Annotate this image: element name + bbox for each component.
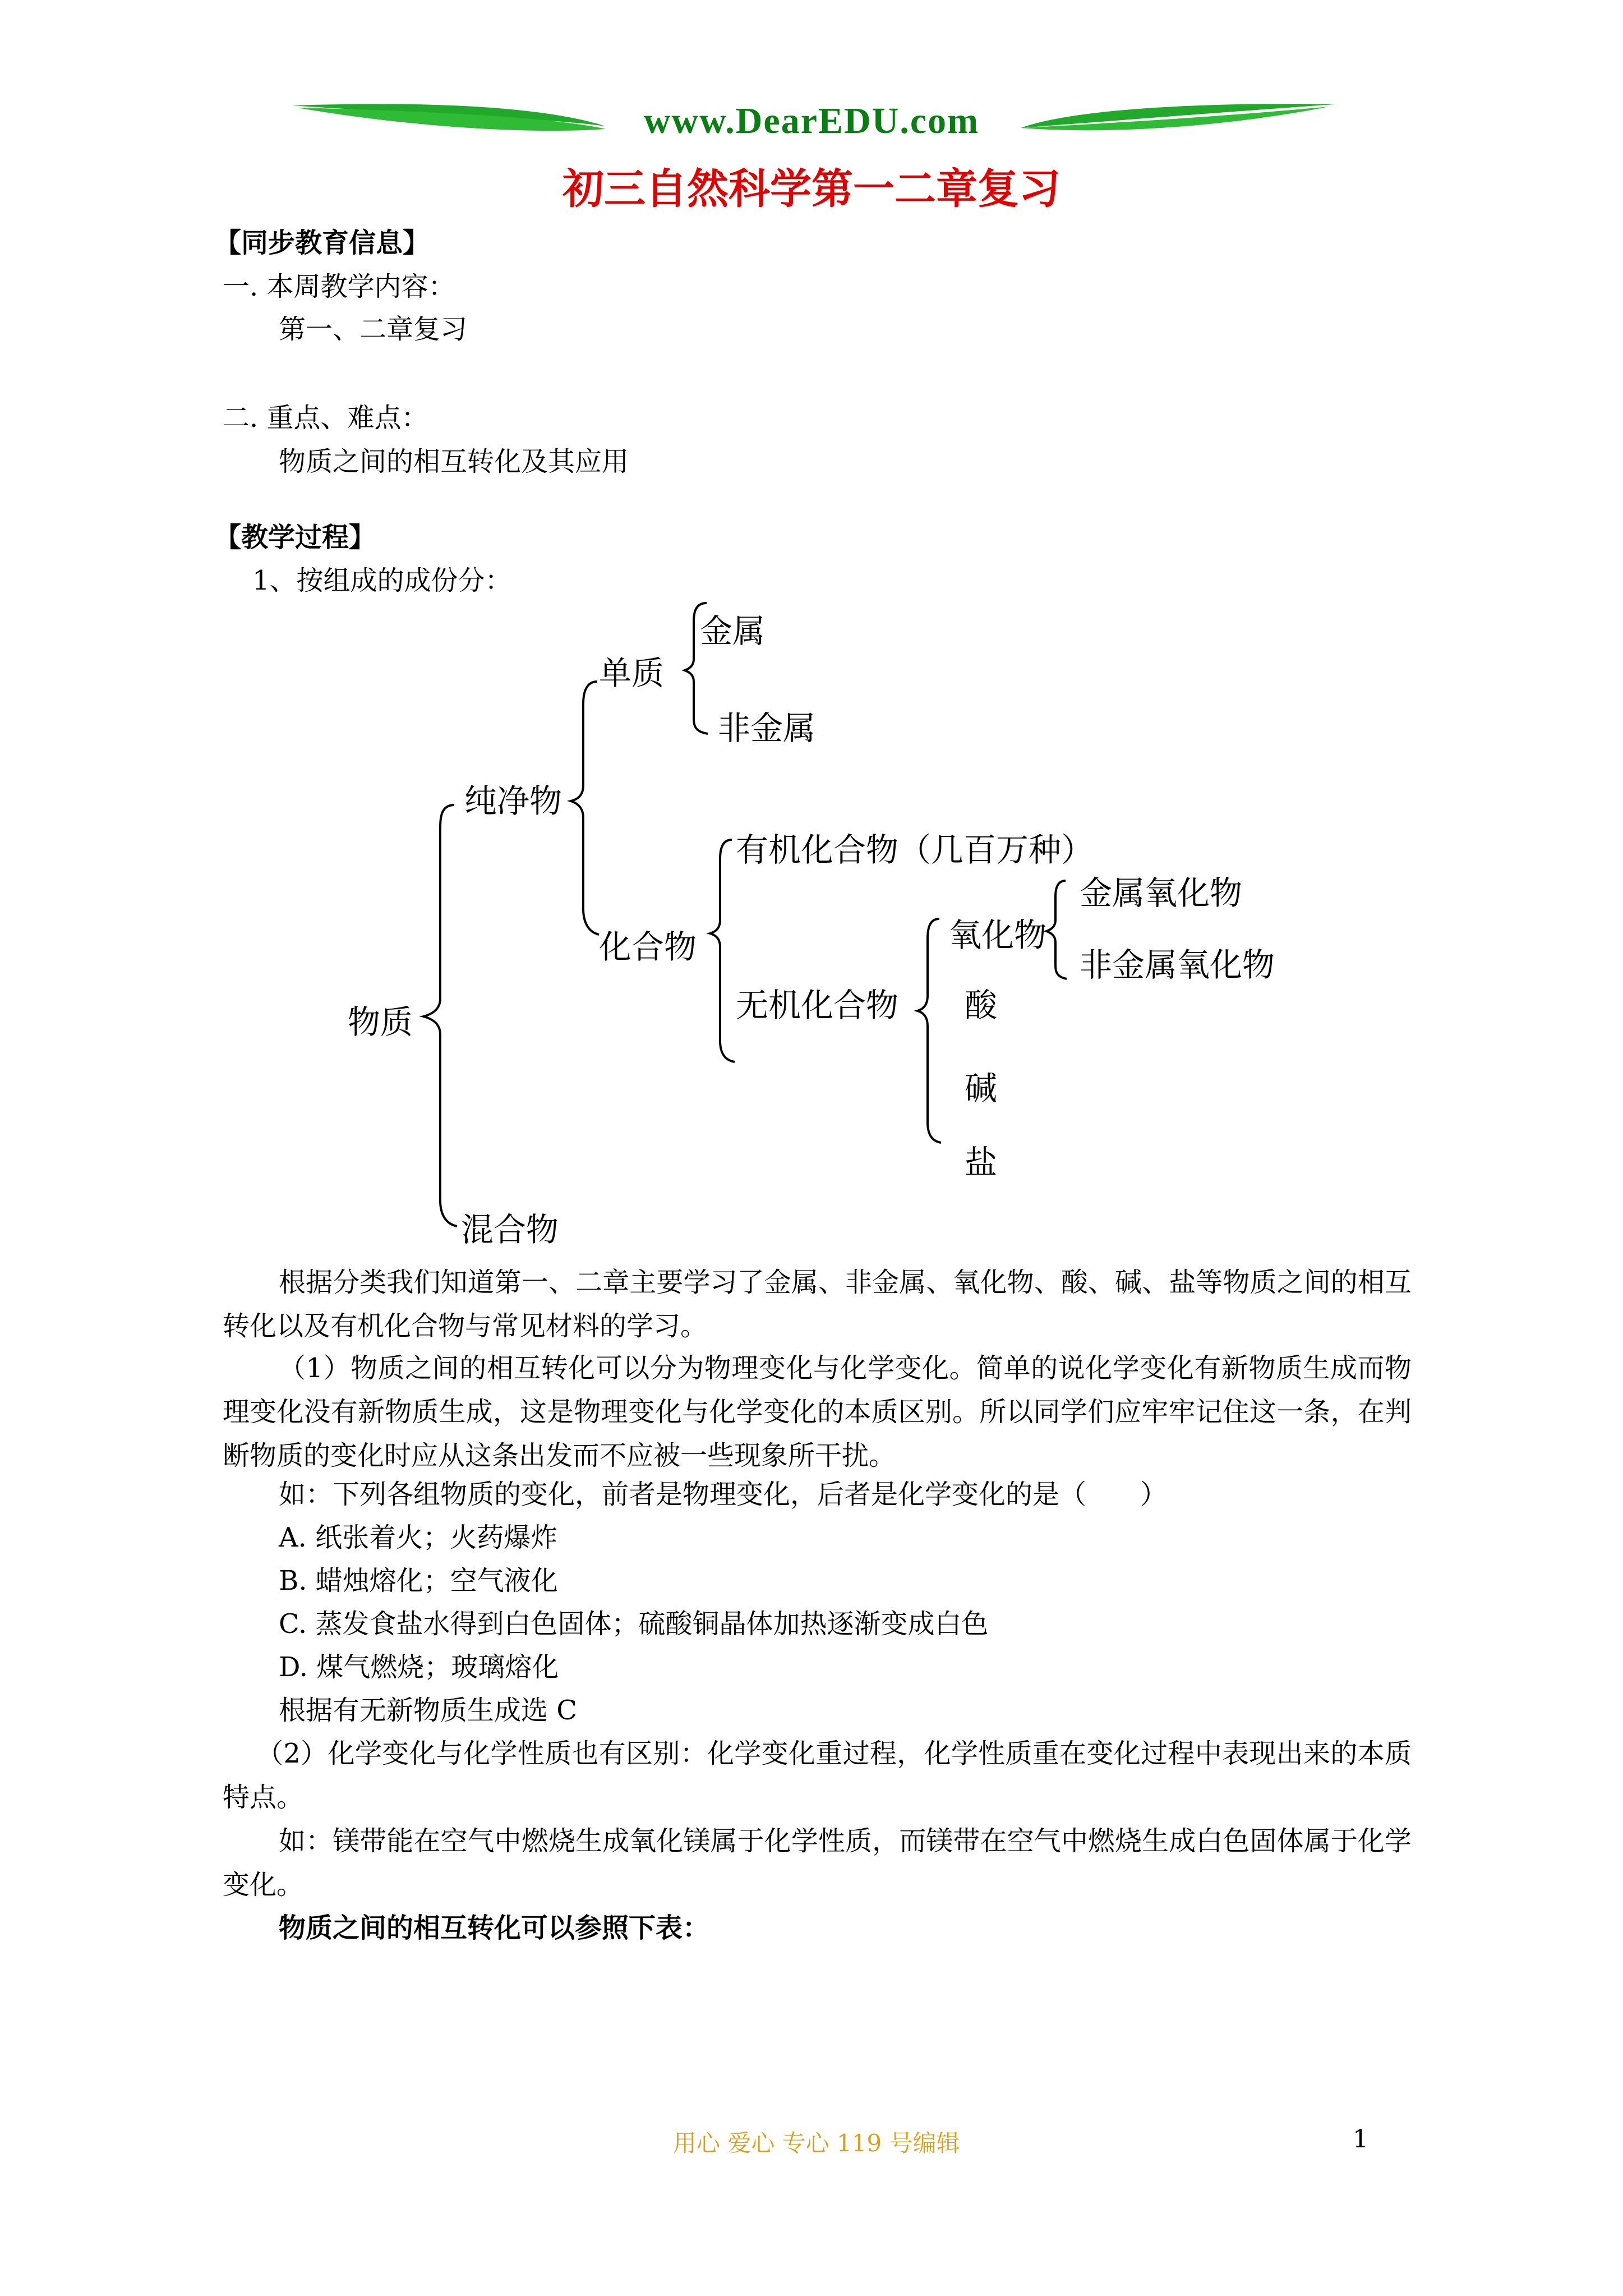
tree-node-compound: 化合物 — [599, 928, 697, 966]
site-name: www.DearEDU.com — [643, 100, 980, 141]
paragraph-physical-chemical-change: （1）物质之间的相互转化可以分为物理变化与化学变化。简单的说化学变化有新物质生成而物理变化没有新物质生成，这是物理变化与化学变化的本质区别。所以同学们应牢牢记住这一条，在判断物质的变化时应从这条出发而不应被一些现象所干扰。 — [223, 1352, 1412, 1471]
section2-label: 二. 重点、难点： — [223, 402, 428, 434]
section-heading-process: 【教学过程】 — [214, 522, 376, 553]
process-item-1: 1、按组成的成份分： — [252, 565, 512, 596]
tree-node-oxide: 氧化物 — [949, 916, 1047, 954]
option-b: B. 蜡烛熔化；空气液化 — [279, 1565, 558, 1596]
tree-node-salt: 盐 — [965, 1143, 998, 1181]
tree-node-organic: 有机化合物（几百万种） — [736, 831, 1094, 869]
tree-node-mixture: 混合物 — [461, 1211, 559, 1249]
paragraph-change-vs-property: （2）化学变化与化学性质也有区别：化学变化重过程，化学性质重在变化过程中表现出来的本质特点。 — [223, 1738, 1412, 1813]
section1-label: 一. 本周教学内容： — [223, 271, 455, 302]
section1-text: 第一、二章复习 — [279, 314, 468, 345]
page-title: 初三自然科学第一二章复习 — [562, 165, 1061, 213]
tree-node-base: 碱 — [965, 1069, 998, 1107]
footer-text: 用心 爱心 专心 119 号编辑 — [673, 2129, 960, 2157]
tree-node-substance: 物质 — [348, 1003, 413, 1041]
tree-node-pure: 纯净物 — [464, 782, 562, 820]
tree-node-acid: 酸 — [965, 986, 998, 1024]
example-question: 如：下列各组物质的变化，前者是物理变化，后者是化学变化的是（ ） — [279, 1479, 1168, 1510]
tree-node-nonmetal-oxide: 非金属氧化物 — [1080, 946, 1275, 984]
answer-text: 根据有无新物质生成选 C — [279, 1695, 577, 1726]
tree-node-element: 单质 — [599, 654, 665, 692]
tree-node-metal-oxide: 金属氧化物 — [1080, 874, 1243, 912]
option-c: C. 蒸发食盐水得到白色固体；硫酸铜晶体加热逐渐变成白色 — [279, 1608, 989, 1640]
paragraph-classification-summary: 根据分类我们知道第一、二章主要学习了金属、非金属、氧化物、酸、碱、盐等物质之间的相互转化以及有机化合物与常见材料的学习。 — [223, 1267, 1412, 1342]
paragraph-table-reference: 物质之间的相互转化可以参照下表： — [279, 1912, 710, 1944]
tree-node-inorganic: 无机化合物 — [736, 986, 899, 1024]
tree-node-metal: 金属 — [700, 612, 766, 650]
tree-brackets — [423, 603, 1067, 1226]
option-a: A. 纸张着火；火药爆炸 — [279, 1522, 558, 1553]
section2-text: 物质之间的相互转化及其应用 — [279, 446, 629, 477]
page-number: 1 — [1353, 2125, 1368, 2154]
tree-node-nonmetal: 非金属 — [718, 709, 816, 747]
paragraph-magnesium-example: 如：镁带能在空气中燃烧生成氧化镁属于化学性质，而镁带在空气中燃烧生成白色固体属于化学变化。 — [223, 1825, 1412, 1901]
option-d: D. 煤气燃烧；玻璃熔化 — [279, 1651, 559, 1683]
section-heading-info: 【同步教育信息】 — [214, 227, 430, 259]
